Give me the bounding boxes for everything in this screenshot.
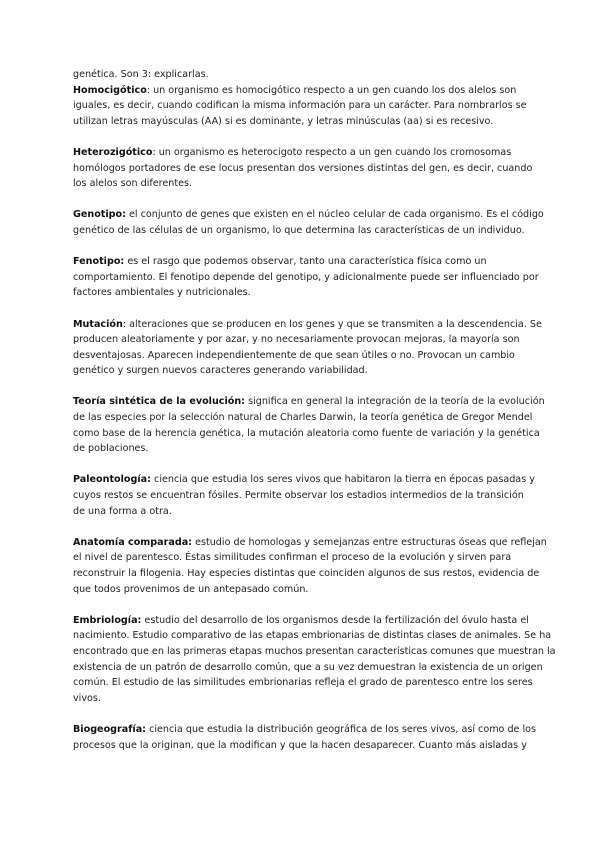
document-page xyxy=(73,67,556,769)
definition-text: ciencia que estudia los seres vivos que habitaron la tierra en épocas pasadas y xyxy=(151,474,535,486)
paragraph-line: procesos que la originan, que la modifican y que la hacen desaparecer. Cuanto más aisladas y xyxy=(73,739,527,751)
term-biogeografia: Biogeografía: xyxy=(73,723,147,735)
paragraph-line: genético y surgen nuevos caracteres generando variabilidad. xyxy=(73,365,368,377)
paragraph-line: producen aleatoriamente y por azar, y no necesariamente provocan mejoras, la mayoría son xyxy=(73,334,520,346)
definition-text: estudio de homologas y semejanzas entre estructuras óseas que reflejan xyxy=(192,536,547,548)
paragraph-line xyxy=(73,317,542,333)
paragraph-line: encontrado que en las primeras etapas muchos presentan características comunes que muestran la xyxy=(73,645,556,657)
paragraph-line xyxy=(73,613,535,629)
paragraph-line: vivos. xyxy=(73,692,101,704)
term-homocigotico: Homocigótico xyxy=(73,84,147,96)
definition-text: el conjunto de genes que existen en el núcleo celular de cada organismo. Es el código xyxy=(125,209,544,221)
paragraph-line: de una forma a otra. xyxy=(73,505,172,517)
paragraph-line: genética. Son 3: explicarlas. xyxy=(73,69,209,80)
paragraph-paleontologia xyxy=(73,472,535,519)
paragraph-line: homólogos portadores de ese locus presentan dos versiones distintas del gen, es decir, cuando xyxy=(73,162,533,174)
paragraph-line xyxy=(73,472,535,488)
paragraph-line: reconstruir la filogenia. Hay especies distintas que coinciden algunos de sus restos, evidencia de xyxy=(73,568,540,579)
paragraph-line: de las especies por la selección natural de Charles Darwin, la teoría genética de Gregor Mendel xyxy=(73,412,533,424)
paragraph-line xyxy=(73,254,535,270)
term-embriologia: Embriología: xyxy=(73,614,142,626)
paragraph-heterozigotico xyxy=(73,145,535,192)
paragraph-line xyxy=(73,83,535,99)
paragraph-line: el nivel de parentesco. Éstas similitudes confirman el proceso de la evolución y sirven para xyxy=(73,552,512,564)
paragraph-line: comportamiento. El fenotipo depende del genotipo, y adicionalmente puede ser influenciado por xyxy=(73,271,539,283)
paragraph-line: los alelos son diferentes. xyxy=(73,178,193,190)
paragraph-line: genético de las células de un organismo, lo que determina las características de un individuo. xyxy=(73,224,525,236)
paragraph-embriologia xyxy=(73,613,556,707)
paragraph-line xyxy=(73,535,547,551)
paragraph-line xyxy=(73,722,535,738)
paragraph-line: que todos provenimos de un antepasado común. xyxy=(73,583,309,595)
term-teoria-sintetica: Teoría sintética de la evolución: xyxy=(73,396,246,408)
paragraph-line: factores ambientales y nutricionales. xyxy=(73,287,251,299)
term-fenotipo: Fenotipo: xyxy=(73,256,125,268)
paragraph-line: desventajosas. Aparecen independientemente de que sean útiles o no. Provocan un cambio xyxy=(73,349,515,361)
definition-text: estudio del desarrollo de los organismos desde la fertilización del óvulo hasta el xyxy=(141,614,529,626)
paragraph-line: cuyos restos se encuentran fósiles. Permite observar los estadios intermedios de la transición xyxy=(73,490,524,502)
paragraph-anatomia-comparada xyxy=(73,535,547,597)
paragraph-biogeografia xyxy=(73,722,535,753)
term-mutacion: Mutación xyxy=(73,318,123,330)
paragraph-teoria-sintetica xyxy=(73,394,545,456)
paragraph-genetica-intro xyxy=(73,67,535,83)
definition-text: es el rasgo que podemos observar, tanto una característica física como un xyxy=(124,256,487,268)
paragraph-line: iguales, es decir, cuando codifican la misma información para un carácter. Para nombrarlos se xyxy=(73,100,527,112)
paragraph-line: de poblaciones. xyxy=(73,443,149,455)
term-anatomia-comparada: Anatomía comparada: xyxy=(73,536,193,548)
term-paleontologia: Paleontología: xyxy=(73,474,151,486)
definition-text: ciencia que estudia la distribución geográfica de los seres vivos, así como de los xyxy=(146,723,537,735)
paragraph-genotipo xyxy=(73,207,544,238)
definition-text: : un organismo es homocigótico respecto a un gen cuando los dos alelos son xyxy=(146,84,517,96)
definition-text: : un organismo es heterocigoto respecto a un gen cuando los cromosomas xyxy=(152,146,512,158)
paragraph-mutacion xyxy=(73,317,542,379)
definition-text: significa en general la integración de la teoría de la evolución xyxy=(245,396,545,408)
term-heterozigotico: Heterozigótico xyxy=(73,146,153,158)
paragraph-fenotipo xyxy=(73,254,539,301)
paragraph-line: nacimiento. Estudio comparativo de las etapas embrionarias de distintas clases de animales. Se ha xyxy=(73,630,552,642)
paragraph-line: utilizan letras mayúsculas (AA) si es dominante, y letras minúsculas (aa) si es recesivo. xyxy=(73,115,494,127)
paragraph-line: existencia de un patrón de desarrollo común, que a su vez demuestran la existencia de un origen xyxy=(73,661,543,673)
paragraph-line: como base de la herencia genética, la mutación aleatoria como fuente de variación y la genética xyxy=(73,427,540,439)
paragraph-line xyxy=(73,145,535,161)
paragraph-line: común. El estudio de las similitudes embrionarias refleja el grado de parentesco entre los seres xyxy=(73,677,533,689)
paragraph-line xyxy=(73,207,544,223)
definition-text: : alteraciones que se producen en los genes y que se transmiten a la descendencia. Se xyxy=(122,318,542,330)
paragraph-line xyxy=(73,394,545,410)
paragraph-homocigotico xyxy=(73,83,535,130)
term-genotipo: Genotipo: xyxy=(73,209,126,221)
